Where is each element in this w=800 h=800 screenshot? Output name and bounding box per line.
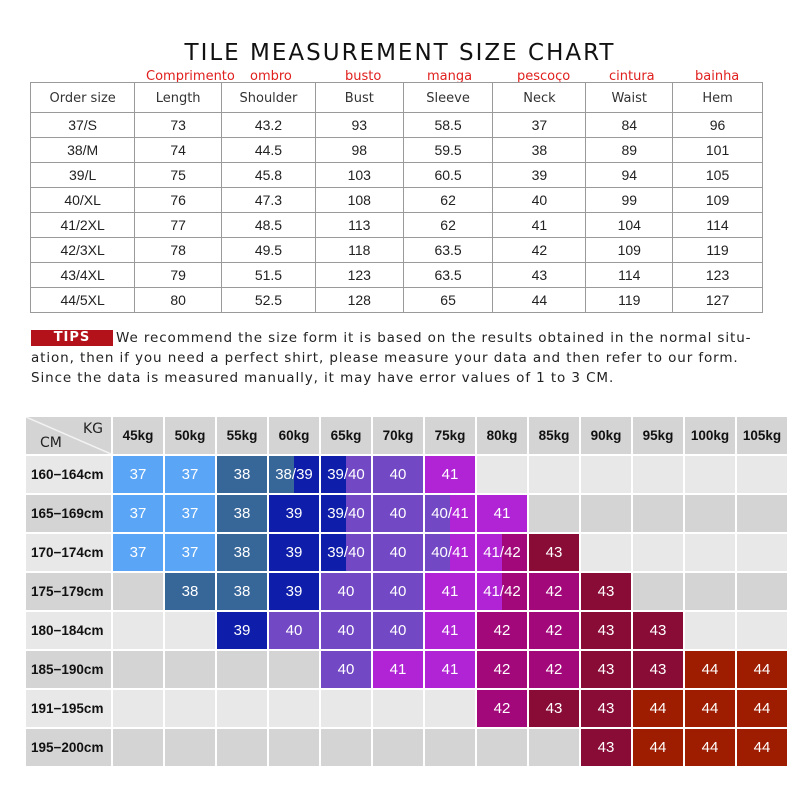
size-cell bbox=[321, 495, 371, 532]
size-value: 39/40 bbox=[327, 544, 365, 561]
size-value: 43 bbox=[545, 544, 563, 561]
column-header: Neck bbox=[493, 83, 586, 113]
weight-column-header: 55kg bbox=[217, 417, 267, 454]
size-value: 37 bbox=[181, 466, 199, 483]
size-value: 40 bbox=[389, 544, 407, 561]
size-cell bbox=[477, 612, 527, 649]
table-cell: 47.3 bbox=[221, 188, 315, 213]
size-value: 38 bbox=[233, 466, 251, 483]
portuguese-label: pescoço bbox=[517, 69, 571, 84]
size-cell bbox=[685, 690, 735, 727]
size-value: 43 bbox=[545, 700, 563, 717]
table-cell: 119 bbox=[586, 288, 673, 313]
size-cell bbox=[373, 612, 423, 649]
weight-column-header: 50kg bbox=[165, 417, 215, 454]
height-row-label: 185−190cm bbox=[26, 651, 111, 688]
size-cell bbox=[321, 612, 371, 649]
size-cell bbox=[685, 651, 735, 688]
size-cell bbox=[529, 651, 579, 688]
table-cell: 98 bbox=[315, 138, 403, 163]
size-cell bbox=[425, 534, 475, 571]
empty-cell bbox=[633, 495, 683, 532]
size-cell bbox=[581, 651, 631, 688]
table-row bbox=[31, 263, 763, 288]
weight-column-header: 85kg bbox=[529, 417, 579, 454]
empty-cell bbox=[633, 456, 683, 493]
table-row bbox=[31, 213, 763, 238]
table-cell: 77 bbox=[135, 213, 222, 238]
size-value: 38 bbox=[233, 505, 251, 522]
table-cell: 74 bbox=[135, 138, 222, 163]
size-value: 43 bbox=[597, 583, 615, 600]
portuguese-label: bainha bbox=[695, 69, 740, 84]
table-cell: 51.5 bbox=[221, 263, 315, 288]
size-cell bbox=[529, 534, 579, 571]
size-value: 42 bbox=[545, 583, 563, 600]
size-cell bbox=[269, 573, 319, 610]
table-cell: 103 bbox=[315, 163, 403, 188]
size-value: 39/40 bbox=[327, 466, 365, 483]
column-header: Bust bbox=[315, 83, 403, 113]
size-cell bbox=[217, 456, 267, 493]
weight-column-header: 95kg bbox=[633, 417, 683, 454]
table-cell: 44.5 bbox=[221, 138, 315, 163]
tips-badge: TIPS bbox=[31, 330, 113, 346]
size-value: 40 bbox=[389, 466, 407, 483]
table-row bbox=[31, 113, 763, 138]
size-value: 42 bbox=[545, 622, 563, 639]
weight-column-header: 60kg bbox=[269, 417, 319, 454]
size-value: 40 bbox=[337, 622, 355, 639]
size-value: 44 bbox=[753, 661, 771, 678]
size-cell bbox=[321, 534, 371, 571]
empty-cell bbox=[529, 456, 579, 493]
empty-cell bbox=[581, 456, 631, 493]
empty-cell bbox=[581, 495, 631, 532]
size-value: 43 bbox=[597, 739, 615, 756]
empty-cell bbox=[113, 651, 163, 688]
size-cell bbox=[477, 690, 527, 727]
size-cell bbox=[373, 534, 423, 571]
size-value: 41 bbox=[441, 661, 459, 678]
size-cell bbox=[165, 573, 215, 610]
table-header-row bbox=[31, 83, 763, 113]
table-cell: 37/S bbox=[31, 113, 135, 138]
portuguese-label: Comprimento bbox=[146, 69, 235, 84]
table-cell: 40 bbox=[493, 188, 586, 213]
empty-cell bbox=[685, 495, 735, 532]
size-cell bbox=[737, 729, 787, 766]
empty-cell bbox=[165, 690, 215, 727]
height-row-label: 180−184cm bbox=[26, 612, 111, 649]
tips-text-rest: ation, then if you need a perfect shirt, please measure your data and then refer to our form. Since the data is measured manually, it may have error values of 1 to 3 CM. bbox=[31, 350, 739, 386]
empty-cell bbox=[373, 690, 423, 727]
height-row-label: 191−195cm bbox=[26, 690, 111, 727]
table-cell: 42 bbox=[493, 238, 586, 263]
empty-cell bbox=[113, 729, 163, 766]
empty-cell bbox=[633, 573, 683, 610]
empty-cell bbox=[321, 729, 371, 766]
size-value: 40 bbox=[389, 622, 407, 639]
size-recommendation-grid bbox=[26, 417, 787, 766]
size-value: 42 bbox=[545, 661, 563, 678]
column-header: Hem bbox=[673, 83, 763, 113]
weight-column-header: 75kg bbox=[425, 417, 475, 454]
size-cell bbox=[217, 612, 267, 649]
empty-cell bbox=[269, 690, 319, 727]
size-cell bbox=[217, 495, 267, 532]
height-row-label: 175−179cm bbox=[26, 573, 111, 610]
table-cell: 43.2 bbox=[221, 113, 315, 138]
page-title: TILE MEASUREMENT SIZE CHART bbox=[184, 40, 616, 66]
size-value: 39 bbox=[285, 505, 303, 522]
size-cell bbox=[269, 534, 319, 571]
size-cell bbox=[425, 612, 475, 649]
size-value: 43 bbox=[597, 661, 615, 678]
portuguese-label: cintura bbox=[609, 69, 655, 84]
size-value: 44 bbox=[701, 700, 719, 717]
empty-cell bbox=[113, 573, 163, 610]
size-value: 41/42 bbox=[483, 583, 521, 600]
size-value: 41 bbox=[441, 466, 459, 483]
column-header: Order size bbox=[31, 83, 135, 113]
size-cell bbox=[113, 456, 163, 493]
size-cell bbox=[269, 612, 319, 649]
empty-cell bbox=[165, 651, 215, 688]
portuguese-label: busto bbox=[345, 69, 382, 84]
size-cell bbox=[373, 651, 423, 688]
empty-cell bbox=[581, 534, 631, 571]
table-cell: 60.5 bbox=[403, 163, 493, 188]
table-cell: 79 bbox=[135, 263, 222, 288]
table-cell: 123 bbox=[315, 263, 403, 288]
size-cell bbox=[477, 495, 527, 532]
table-cell: 105 bbox=[673, 163, 763, 188]
empty-cell bbox=[425, 729, 475, 766]
size-value: 40/41 bbox=[431, 505, 469, 522]
size-cell bbox=[477, 651, 527, 688]
size-value: 37 bbox=[129, 505, 147, 522]
size-value: 38 bbox=[233, 544, 251, 561]
size-cell bbox=[529, 573, 579, 610]
table-cell: 43/4XL bbox=[31, 263, 135, 288]
empty-cell bbox=[737, 534, 787, 571]
empty-cell bbox=[113, 690, 163, 727]
table-cell: 123 bbox=[673, 263, 763, 288]
size-value: 37 bbox=[181, 544, 199, 561]
empty-cell bbox=[477, 456, 527, 493]
empty-cell bbox=[217, 729, 267, 766]
size-value: 41 bbox=[493, 505, 511, 522]
size-value: 38/39 bbox=[275, 466, 313, 483]
table-cell: 73 bbox=[135, 113, 222, 138]
table-cell: 80 bbox=[135, 288, 222, 313]
size-cell bbox=[373, 456, 423, 493]
table-cell: 41/2XL bbox=[31, 213, 135, 238]
empty-cell bbox=[685, 573, 735, 610]
size-value: 43 bbox=[649, 661, 667, 678]
empty-cell bbox=[269, 729, 319, 766]
size-cell bbox=[217, 573, 267, 610]
size-cell bbox=[321, 651, 371, 688]
empty-cell bbox=[217, 651, 267, 688]
empty-cell bbox=[633, 534, 683, 571]
size-value: 44 bbox=[753, 700, 771, 717]
table-cell: 104 bbox=[586, 213, 673, 238]
table-cell: 108 bbox=[315, 188, 403, 213]
size-value: 40 bbox=[337, 661, 355, 678]
size-cell bbox=[633, 690, 683, 727]
size-cell bbox=[425, 651, 475, 688]
size-cell bbox=[685, 729, 735, 766]
size-value: 42 bbox=[493, 622, 511, 639]
table-cell: 118 bbox=[315, 238, 403, 263]
size-cell bbox=[165, 495, 215, 532]
size-cell bbox=[581, 612, 631, 649]
size-cell bbox=[633, 729, 683, 766]
size-value: 44 bbox=[753, 739, 771, 756]
table-cell: 127 bbox=[673, 288, 763, 313]
empty-cell bbox=[217, 690, 267, 727]
size-cell bbox=[269, 456, 319, 493]
weight-column-header: 70kg bbox=[373, 417, 423, 454]
table-cell: 39/L bbox=[31, 163, 135, 188]
table-row bbox=[31, 288, 763, 313]
table-cell: 43 bbox=[493, 263, 586, 288]
table-row bbox=[31, 138, 763, 163]
size-value: 39/40 bbox=[327, 505, 365, 522]
table-cell: 94 bbox=[586, 163, 673, 188]
size-cell bbox=[165, 534, 215, 571]
size-value: 40 bbox=[389, 505, 407, 522]
empty-cell bbox=[113, 612, 163, 649]
size-value: 42 bbox=[493, 661, 511, 678]
weight-column-header: 90kg bbox=[581, 417, 631, 454]
height-row-label: 160−164cm bbox=[26, 456, 111, 493]
table-cell: 63.5 bbox=[403, 238, 493, 263]
column-header: Length bbox=[135, 83, 222, 113]
table-cell: 62 bbox=[403, 213, 493, 238]
size-cell bbox=[581, 573, 631, 610]
height-row-label: 195−200cm bbox=[26, 729, 111, 766]
size-value: 41 bbox=[389, 661, 407, 678]
empty-cell bbox=[737, 495, 787, 532]
empty-cell bbox=[269, 651, 319, 688]
size-cell bbox=[373, 573, 423, 610]
size-cell bbox=[633, 612, 683, 649]
size-cell bbox=[165, 456, 215, 493]
size-value: 40 bbox=[337, 583, 355, 600]
table-cell: 113 bbox=[315, 213, 403, 238]
empty-cell bbox=[373, 729, 423, 766]
table-cell: 62 bbox=[403, 188, 493, 213]
table-cell: 101 bbox=[673, 138, 763, 163]
table-cell: 63.5 bbox=[403, 263, 493, 288]
size-value: 44 bbox=[701, 661, 719, 678]
table-cell: 109 bbox=[673, 188, 763, 213]
table-cell: 89 bbox=[586, 138, 673, 163]
empty-cell bbox=[737, 612, 787, 649]
empty-cell bbox=[737, 456, 787, 493]
size-cell bbox=[217, 534, 267, 571]
empty-cell bbox=[685, 612, 735, 649]
size-value: 39 bbox=[285, 544, 303, 561]
corner-kg-label: KG bbox=[82, 421, 103, 437]
size-cell bbox=[529, 612, 579, 649]
size-cell bbox=[581, 690, 631, 727]
size-cell bbox=[425, 573, 475, 610]
size-value: 43 bbox=[597, 700, 615, 717]
size-value: 44 bbox=[649, 739, 667, 756]
empty-cell bbox=[685, 456, 735, 493]
table-row bbox=[31, 163, 763, 188]
table-row bbox=[31, 238, 763, 263]
size-cell bbox=[425, 456, 475, 493]
empty-cell bbox=[477, 729, 527, 766]
empty-cell bbox=[737, 573, 787, 610]
empty-cell bbox=[165, 729, 215, 766]
weight-column-header: 80kg bbox=[477, 417, 527, 454]
table-cell: 38/M bbox=[31, 138, 135, 163]
table-cell: 40/XL bbox=[31, 188, 135, 213]
size-value: 41/42 bbox=[483, 544, 521, 561]
table-cell: 44/5XL bbox=[31, 288, 135, 313]
size-value: 41 bbox=[441, 622, 459, 639]
portuguese-label: ombro bbox=[250, 69, 292, 84]
table-cell: 39 bbox=[493, 163, 586, 188]
empty-cell bbox=[685, 534, 735, 571]
size-cell bbox=[581, 729, 631, 766]
size-value: 42 bbox=[493, 700, 511, 717]
size-cell bbox=[321, 573, 371, 610]
table-cell: 93 bbox=[315, 113, 403, 138]
size-cell bbox=[321, 456, 371, 493]
table-cell: 119 bbox=[673, 238, 763, 263]
weight-column-header: 105kg bbox=[737, 417, 787, 454]
column-header: Sleeve bbox=[403, 83, 493, 113]
measurement-table bbox=[30, 82, 763, 313]
empty-cell bbox=[321, 690, 371, 727]
table-cell: 114 bbox=[673, 213, 763, 238]
size-value: 40/41 bbox=[431, 544, 469, 561]
grid-corner-header bbox=[26, 417, 111, 454]
size-value: 38 bbox=[233, 583, 251, 600]
table-cell: 78 bbox=[135, 238, 222, 263]
empty-cell bbox=[425, 690, 475, 727]
size-cell bbox=[737, 690, 787, 727]
size-cell bbox=[373, 495, 423, 532]
size-cell bbox=[737, 651, 787, 688]
table-cell: 48.5 bbox=[221, 213, 315, 238]
table-row bbox=[31, 188, 763, 213]
height-row-label: 165−169cm bbox=[26, 495, 111, 532]
portuguese-label: manga bbox=[427, 69, 473, 84]
size-cell bbox=[113, 495, 163, 532]
size-value: 37 bbox=[129, 544, 147, 561]
column-header: Shoulder bbox=[221, 83, 315, 113]
size-cell bbox=[477, 573, 527, 610]
weight-column-header: 100kg bbox=[685, 417, 735, 454]
size-value: 43 bbox=[597, 622, 615, 639]
table-cell: 76 bbox=[135, 188, 222, 213]
size-value: 41 bbox=[441, 583, 459, 600]
size-cell bbox=[477, 534, 527, 571]
size-value: 39 bbox=[233, 622, 251, 639]
size-cell bbox=[113, 534, 163, 571]
table-cell: 44 bbox=[493, 288, 586, 313]
empty-cell bbox=[529, 729, 579, 766]
table-cell: 114 bbox=[586, 263, 673, 288]
table-cell: 52.5 bbox=[221, 288, 315, 313]
table-cell: 49.5 bbox=[221, 238, 315, 263]
tips-text-line1: We recommend the size form it is based on the results obtained in the normal situ- bbox=[116, 330, 752, 346]
height-row-label: 170−174cm bbox=[26, 534, 111, 571]
table-cell: 58.5 bbox=[403, 113, 493, 138]
empty-cell bbox=[529, 495, 579, 532]
table-cell: 99 bbox=[586, 188, 673, 213]
table-cell: 41 bbox=[493, 213, 586, 238]
size-value: 40 bbox=[389, 583, 407, 600]
table-cell: 96 bbox=[673, 113, 763, 138]
table-cell: 37 bbox=[493, 113, 586, 138]
size-cell bbox=[269, 495, 319, 532]
size-value: 43 bbox=[649, 622, 667, 639]
table-cell: 109 bbox=[586, 238, 673, 263]
weight-column-header: 65kg bbox=[321, 417, 371, 454]
size-value: 44 bbox=[701, 739, 719, 756]
size-cell bbox=[529, 690, 579, 727]
table-cell: 45.8 bbox=[221, 163, 315, 188]
size-value: 40 bbox=[285, 622, 303, 639]
size-value: 44 bbox=[649, 700, 667, 717]
size-cell bbox=[425, 495, 475, 532]
table-cell: 59.5 bbox=[403, 138, 493, 163]
column-header: Waist bbox=[586, 83, 673, 113]
table-cell: 42/3XL bbox=[31, 238, 135, 263]
table-cell: 75 bbox=[135, 163, 222, 188]
table-cell: 38 bbox=[493, 138, 586, 163]
weight-column-header: 45kg bbox=[113, 417, 163, 454]
table-cell: 84 bbox=[586, 113, 673, 138]
corner-cm-label: CM bbox=[40, 435, 62, 451]
table-cell: 65 bbox=[403, 288, 493, 313]
table-cell: 128 bbox=[315, 288, 403, 313]
size-value: 39 bbox=[285, 583, 303, 600]
size-cell bbox=[633, 651, 683, 688]
size-value: 37 bbox=[181, 505, 199, 522]
size-value: 37 bbox=[129, 466, 147, 483]
empty-cell bbox=[165, 612, 215, 649]
size-value: 38 bbox=[181, 583, 199, 600]
